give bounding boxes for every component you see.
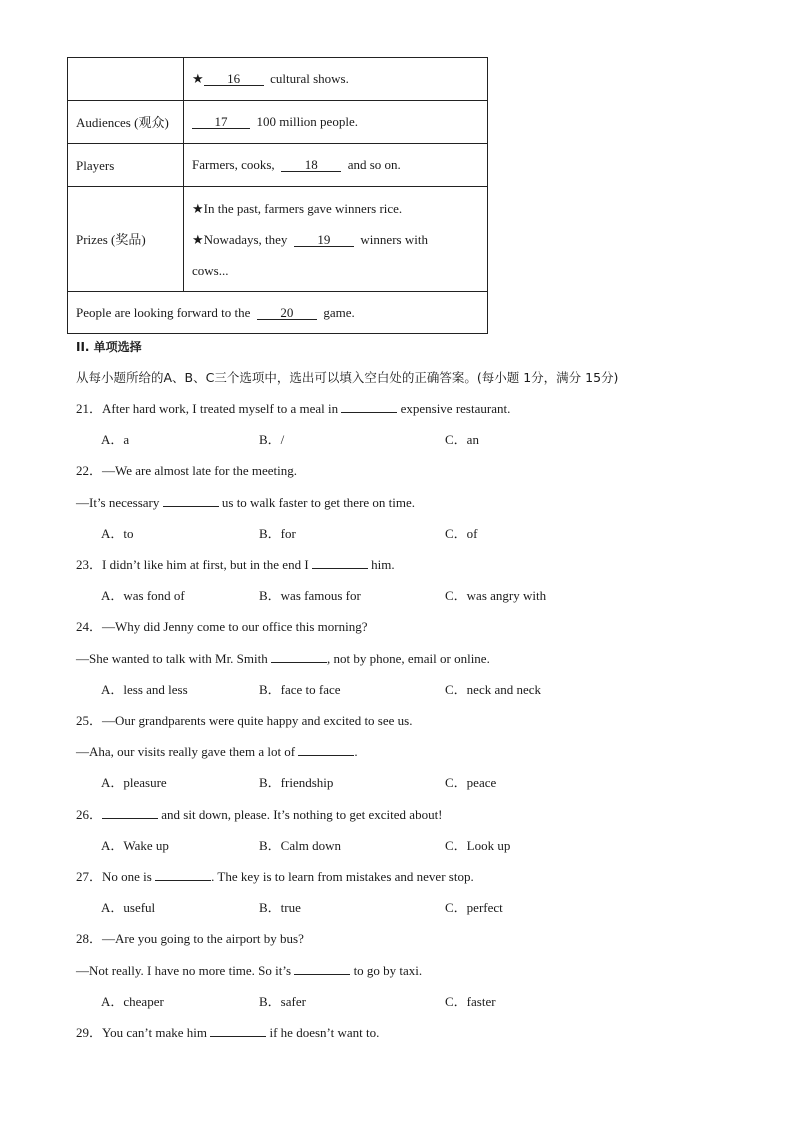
option-b: B．was famous for <box>259 588 361 603</box>
question-text: You can’t make him <box>102 1025 207 1040</box>
table-cell-label: Players <box>68 144 184 187</box>
cell-text: Farmers, cooks, <box>192 157 275 172</box>
question-text: him. <box>371 557 395 572</box>
cell-text: People are looking forward to the <box>76 304 251 320</box>
question-number: 23． <box>76 557 103 572</box>
question-text: to go by taxi. <box>353 963 423 978</box>
question-text: —It’s necessary <box>76 495 160 510</box>
cell-text: cows... <box>192 262 229 278</box>
question-27 <box>76 869 474 885</box>
question-text: —Our grandparents were quite happy and excited to see us. <box>102 713 413 728</box>
question-text: No one is <box>102 869 152 884</box>
table-row <box>68 58 488 101</box>
blank-18: 18 <box>281 158 341 172</box>
option-b: B．true <box>259 900 301 915</box>
question-text: —Aha, our visits really gave them a lot of <box>76 744 296 759</box>
question-28 <box>76 931 304 947</box>
question-text: if he doesn’t want to. <box>269 1025 380 1040</box>
question-text: —Why did Jenny come to our office this morning? <box>102 619 368 634</box>
question-number: 25． <box>76 713 103 728</box>
question-23 <box>76 557 395 573</box>
question-text: I didn’t like him at first, but in the end I <box>102 557 309 572</box>
table-row <box>68 292 488 334</box>
question-text: —She wanted to talk with Mr. Smith <box>76 651 268 666</box>
option-b: B．Calm down <box>259 838 341 853</box>
question-number: 24． <box>76 619 103 634</box>
cell-text: and so on. <box>347 157 401 172</box>
blank-20: 20 <box>257 306 317 320</box>
question-number: 22． <box>76 463 103 478</box>
question-text: After hard work, I treated myself to a meal in <box>102 401 339 416</box>
question-number: 28． <box>76 931 103 946</box>
option-c: C．Look up <box>445 838 511 853</box>
option-c: C．neck and neck <box>445 682 542 697</box>
answer-blank <box>102 807 158 819</box>
answer-blank <box>210 1025 266 1037</box>
info-table <box>67 57 488 334</box>
table-row <box>68 187 488 292</box>
cell-text: ★In the past, farmers gave winners rice. <box>192 200 403 216</box>
option-a: A．cheaper <box>101 994 164 1009</box>
table-cell-content <box>184 101 488 144</box>
cell-text: cultural shows. <box>270 71 349 86</box>
option-a: A．pleasure <box>101 775 167 790</box>
blank-16: 16 <box>204 72 264 86</box>
option-c: C．faster <box>445 994 496 1009</box>
question-text: . <box>354 744 358 759</box>
section-instruction: 从每小题所给的A、B、C三个选项中，选出可以填入空白处的正确答案。(每小题 1分，满分 15分) <box>76 370 619 385</box>
option-a: A．to <box>101 526 134 541</box>
table-cell-content <box>184 187 488 292</box>
table-cell-content <box>184 144 488 187</box>
answer-blank <box>271 651 327 663</box>
question-number: 26． <box>76 807 103 822</box>
blank-19: 19 <box>294 233 354 247</box>
table-cell-content <box>184 58 488 101</box>
question-24 <box>76 619 368 635</box>
table-cell-content <box>68 292 488 334</box>
answer-blank <box>341 401 397 413</box>
question-21 <box>76 401 510 417</box>
question-29 <box>76 1025 379 1041</box>
table-row <box>68 144 488 187</box>
answer-blank <box>163 495 219 507</box>
option-a: A．a <box>101 432 130 447</box>
question-number: 21． <box>76 401 103 416</box>
option-c: C．was angry with <box>445 588 547 603</box>
option-c: C．of <box>445 526 478 541</box>
question-text: —Not really. I have no more time. So it’s <box>76 963 292 978</box>
option-c: C．perfect <box>445 900 503 915</box>
answer-blank <box>155 869 211 881</box>
question-number: 29． <box>76 1025 103 1040</box>
question-text: expensive restaurant. <box>400 401 511 416</box>
option-a: A．useful <box>101 900 156 915</box>
option-a: A．Wake up <box>101 838 169 853</box>
option-c: C．peace <box>445 775 497 790</box>
star-icon: ★ <box>192 71 204 86</box>
section-title: II. 单项选择 <box>76 340 142 354</box>
question-text: , not by phone, email or online. <box>327 651 490 666</box>
table-row <box>68 101 488 144</box>
option-a: A．less and less <box>101 682 188 697</box>
option-b: B．face to face <box>259 682 341 697</box>
option-b: B．friendship <box>259 775 334 790</box>
blank-17: 17 <box>192 115 250 129</box>
cell-text: 100 million people. <box>256 114 358 129</box>
table-cell-label: Audiences (观众) <box>68 101 184 144</box>
answer-blank <box>298 744 354 756</box>
cell-line <box>192 224 479 255</box>
answer-blank <box>294 963 350 975</box>
question-28-line2 <box>76 963 422 979</box>
option-a: A．was fond of <box>101 588 185 603</box>
question-text: us to walk faster to get there on time. <box>221 495 416 510</box>
cell-text: ★Nowadays, they <box>192 231 288 247</box>
option-b: B．safer <box>259 994 306 1009</box>
question-24-line2 <box>76 651 490 667</box>
question-text: and sit down, please. It’s nothing to get excited about! <box>161 807 443 822</box>
cell-text: winners with <box>360 231 428 247</box>
question-text: —Are you going to the airport by bus? <box>102 931 304 946</box>
question-26 <box>76 807 443 823</box>
question-25 <box>76 713 412 729</box>
option-b: B．/ <box>259 432 285 447</box>
option-c: C．an <box>445 432 479 447</box>
question-25-line2 <box>76 744 358 760</box>
question-22-line2 <box>76 495 415 511</box>
question-number: 27． <box>76 869 103 884</box>
table-cell-label <box>68 58 184 101</box>
cell-text: game. <box>323 304 355 320</box>
option-b: B．for <box>259 526 296 541</box>
question-text: . The key is to learn from mistakes and never stop. <box>211 869 474 884</box>
answer-blank <box>312 557 368 569</box>
table-cell-label: Prizes (奖品) <box>68 187 184 292</box>
question-22 <box>76 463 297 479</box>
question-text: —We are almost late for the meeting. <box>102 463 297 478</box>
